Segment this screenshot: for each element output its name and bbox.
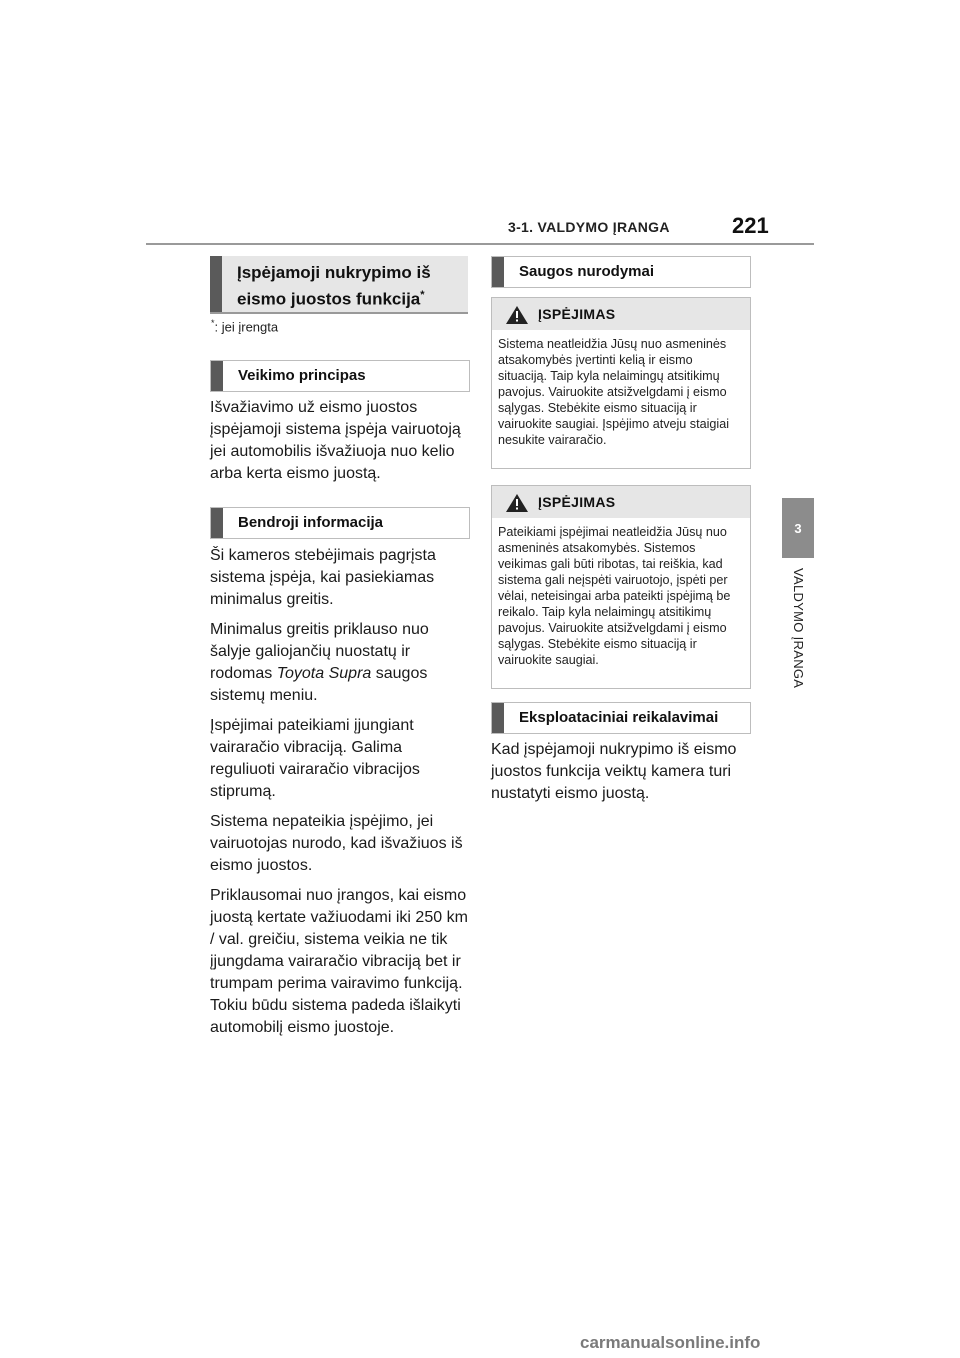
paragraph-2: Minimalus greitis priklauso nuo šalyje galiojančių nuostatų ir rodomas Toyota Supra saugos sistemų meniu. <box>210 621 429 704</box>
warning-header <box>492 298 750 330</box>
running-header-section: 3-1. VALDYMO ĮRANGA <box>508 219 670 235</box>
subheading-text: Saugos nurodymai <box>519 263 655 280</box>
warning-header <box>492 486 750 518</box>
paragraph-3: Įspėjimai pateikiami įjungiant vairaračio vibraciją. Galima reguliuoti vairaračio vibracijos stiprumą. <box>210 717 420 800</box>
paragraph-1: Ši kameros stebėjimais pagrįsta sistema įspėja, kai pasiekiamas minimalus greitis. <box>210 547 436 608</box>
chapter-tab-number: 3 <box>782 498 814 558</box>
footnote <box>211 318 278 334</box>
subheading-text: Veikimo principas <box>238 367 366 384</box>
footnote-text: : jei įrengta <box>214 319 279 335</box>
warning-triangle-icon <box>506 494 528 512</box>
heading-bar <box>211 361 223 391</box>
heading-bar <box>492 257 504 287</box>
watermark: carmanualsonline.info <box>580 1333 761 1352</box>
body-paragraph <box>210 397 468 493</box>
main-heading-asterisk: * <box>420 289 425 301</box>
main-heading-line1: Įspėjamoji nukrypimo iš <box>237 263 431 282</box>
main-heading-text <box>237 261 431 311</box>
paragraph-4: Sistema nepateikia įspėjimo, jei vairuotojas nurodo, kad išvažiuos iš eismo juostos. <box>210 813 463 874</box>
heading-bar <box>211 508 223 538</box>
paragraph-requirements: Kad įspėjamoji nukrypimo iš eismo juostos funkcija veiktų kamera turi nustatyti eismo juostą. <box>491 741 737 802</box>
heading-bar <box>492 703 504 733</box>
subheading-eksploataciniai-reikalavimai <box>491 702 751 734</box>
footnote-asterisk: * <box>211 318 215 328</box>
subheading-bendroji-informacija <box>210 507 470 539</box>
chapter-tab-label: VALDYMO ĮRANGA <box>791 568 806 689</box>
body-text-requirements <box>491 739 749 813</box>
paragraph-5: Priklausomai nuo įrangos, kai eismo juostą kertate važiuodami iki 250 km / val. greičiu, sistema veikia ne tik įjungdama vairaračio vibraciją bet ir trumpam perima vairavimo funkciją. Tokiu būdu sistema padeda išlaikyti automobilį eismo juostoje. <box>210 887 468 1036</box>
header-rule <box>146 243 814 245</box>
subheading-saugos-nurodymai <box>491 256 751 288</box>
paragraph-principle: Išvažiavimo už eismo juostos įspėjamoji sistema įspėja vairuotoją jei automobilis išvažiuoja nuo kelio arba kerta eismo juostą. <box>210 399 461 482</box>
warning-title: ĮSPĖJIMAS <box>538 306 616 322</box>
subheading-veikimo-principas <box>210 360 470 392</box>
main-heading-line2: eismo juostos funkcija <box>237 289 421 309</box>
body-text-general <box>210 545 468 1047</box>
heading-bar <box>210 256 222 312</box>
warning-triangle-icon <box>506 306 528 324</box>
model-name: Toyota Supra <box>276 665 372 682</box>
warning-text: Sistema neatleidžia Jūsų nuo asmeninės atsakomybės įvertinti kelią ir eismo situaciją. Taip kyla nelaimingų atsitikimų pavojus. Vairuokite atsižvelgdami į eismo sąlygas. Stebėkite eismo situaciją ir vairuokite saugiai. Įspėjimo atveju staigiai nesukite vairaračio. <box>498 337 730 447</box>
warning-box-1 <box>491 297 751 469</box>
page-number: 221 <box>732 213 769 238</box>
subheading-text: Bendroji informacija <box>238 514 384 531</box>
warning-text: Pateikiami įspėjimai neatleidžia Jūsų nuo asmeninės atsakomybės. Sistemos veikimas gali būti ribotas, tai reiškia, kad sistema gali neįspėti vairuotojo, įspėti per vėlai, neteisingai arba pateikti įspėjimą be reikalo. Taip kyla nelaimingų atsitikimų pavojus. Vairuokite atsižvelgdami į eismo sąlygas. Stebėkite eismo situaciją ir vairuokite saugiai. <box>498 525 731 667</box>
subheading-text: Eksploataciniai reikalavimai <box>519 709 719 726</box>
warning-box-2 <box>491 485 751 689</box>
warning-title: ĮSPĖJIMAS <box>538 494 616 510</box>
main-section-heading <box>210 256 468 314</box>
